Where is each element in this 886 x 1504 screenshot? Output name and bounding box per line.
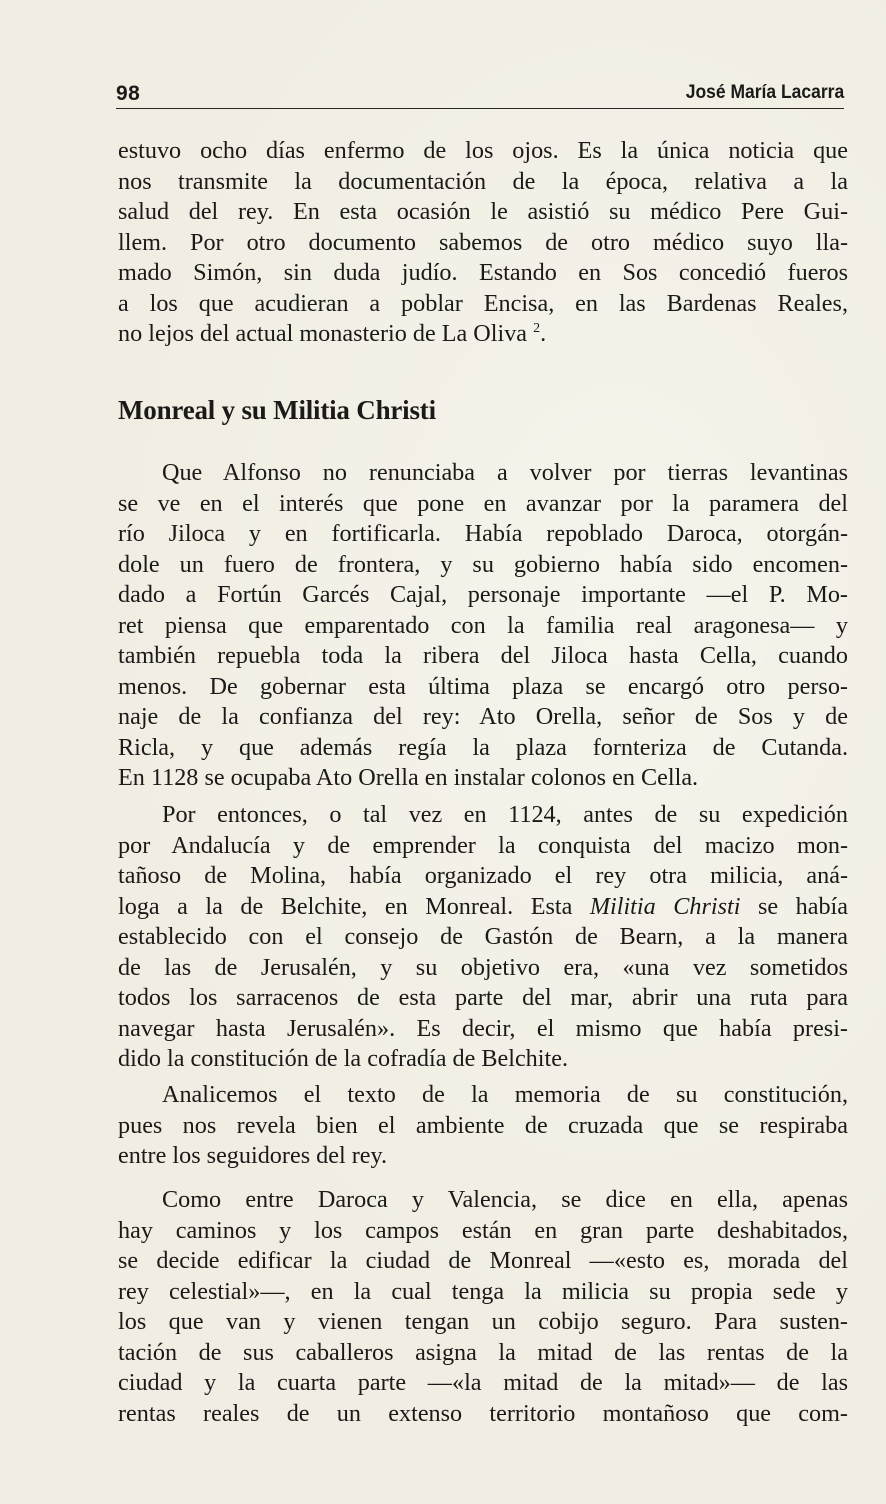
text-line: Que Alfonso no renunciaba a volver por tierras levantinas bbox=[162, 459, 848, 486]
text-fragment: se había bbox=[740, 892, 849, 920]
paragraph-3 bbox=[118, 800, 848, 1075]
text-fragment: loga a la de Belchite, en Monreal. Esta bbox=[118, 892, 590, 920]
text-line: estuvo ocho días enfermo de los ojos. Es la única noticia que bbox=[118, 137, 848, 164]
paragraph-4 bbox=[118, 1080, 848, 1172]
text-line: tañoso de Molina, había organizado el rey otra milicia, aná- bbox=[118, 862, 848, 889]
text-line: En 1128 se ocupaba Ato Orella en instalar colonos en Cella. bbox=[118, 764, 699, 791]
text-line: dido la constitución de la cofradía de Belchite. bbox=[118, 1045, 568, 1072]
text-line: entre los seguidores del rey. bbox=[118, 1142, 388, 1169]
text-line: Ricla, y que además regía la plaza fornteriza de Cutanda. bbox=[118, 733, 848, 761]
text-line: dole un fuero de frontera, y su gobierno había sido encomen- bbox=[118, 550, 848, 578]
italic-term: Militia Christi bbox=[589, 892, 741, 920]
text-line: establecido con el consejo de Gastón de Bearn, a la manera bbox=[118, 923, 848, 950]
text-line: salud del rey. En esta ocasión le asistió su médico Pere Gui- bbox=[118, 198, 848, 225]
text-line: los que van y vienen tengan un cobijo seguro. Para susten- bbox=[118, 1308, 848, 1335]
text-line: tación de sus caballeros asigna la mitad de las rentas de la bbox=[118, 1338, 848, 1366]
text-line: por Andalucía y de emprender la conquista del macizo mon- bbox=[118, 831, 848, 859]
section-heading: Monreal y su Militia Christi bbox=[118, 395, 436, 425]
text-line: Como entre Daroca y Valencia, se dice en ella, apenas bbox=[162, 1186, 848, 1213]
text-line: rentas reales de un extenso territorio montañoso que com- bbox=[118, 1399, 848, 1427]
footnote-reference[interactable]: 2 bbox=[533, 320, 541, 336]
text-line bbox=[118, 319, 848, 350]
text-line: Por entonces, o tal vez en 1124, antes de su expedición bbox=[162, 801, 848, 828]
text-line: llem. Por otro documento sabemos de otro médico suyo lla- bbox=[118, 228, 848, 256]
text-line: ret piensa que emparentado con la familia real aragonesa— y bbox=[118, 611, 848, 639]
text-line: ciudad y la cuarta parte —«la mitad de la mitad»— de las bbox=[118, 1369, 848, 1396]
text-line: nos transmite la documentación de la época, relativa a la bbox=[118, 167, 848, 195]
text-line: mado Simón, sin duda judío. Estando en Sos concedió fueros bbox=[118, 259, 848, 286]
text-line: Analicemos el texto de la memoria de su constitución, bbox=[162, 1081, 848, 1108]
text-line: se ve en el interés que pone en avanzar por la paramera del bbox=[118, 489, 848, 517]
text-line: navegar hasta Jerusalén». Es decir, el mismo que había presi- bbox=[118, 1014, 848, 1042]
paragraph-2 bbox=[118, 458, 848, 794]
text-line: menos. De gobernar esta última plaza se encargó otro perso- bbox=[118, 672, 848, 700]
page-number: 98 bbox=[116, 82, 141, 105]
text-line: dado a Fortún Garcés Cajal, personaje importante —el P. Mo- bbox=[118, 581, 848, 608]
paragraph-5 bbox=[118, 1185, 848, 1429]
text-line: a los que acudieran a poblar Encisa, en las Bardenas Reales, bbox=[118, 289, 848, 317]
text-fragment: no lejos del actual monasterio de La Oliva bbox=[118, 320, 528, 347]
text-line: se decide edificar la ciudad de Monreal —«esto es, morada del bbox=[118, 1247, 848, 1274]
running-head-author: José María Lacarra bbox=[685, 82, 844, 103]
text-line: también repuebla toda la ribera del Jiloca hasta Cella, cuando bbox=[118, 642, 848, 669]
text-fragment: . bbox=[540, 320, 547, 347]
text-line: rey celestial»—, en la cual tenga la milicia su propia sede y bbox=[118, 1277, 848, 1305]
text-line bbox=[118, 892, 848, 923]
paragraph-1 bbox=[118, 136, 848, 350]
text-line: hay caminos y los campos están en gran parte deshabitados, bbox=[118, 1216, 848, 1244]
page-header bbox=[116, 74, 844, 109]
text-line: río Jiloca y en fortificarla. Había repoblado Daroca, otorgán- bbox=[118, 520, 848, 547]
text-line: de las de Jerusalén, y su objetivo era, «una vez sometidos bbox=[118, 953, 848, 981]
text-line: naje de la confianza del rey: Ato Orella, señor de Sos y de bbox=[118, 703, 848, 730]
text-line: pues nos revela bien el ambiente de cruzada que se respiraba bbox=[118, 1111, 848, 1139]
text-line: todos los sarracenos de esta parte del mar, abrir una ruta para bbox=[118, 984, 848, 1011]
